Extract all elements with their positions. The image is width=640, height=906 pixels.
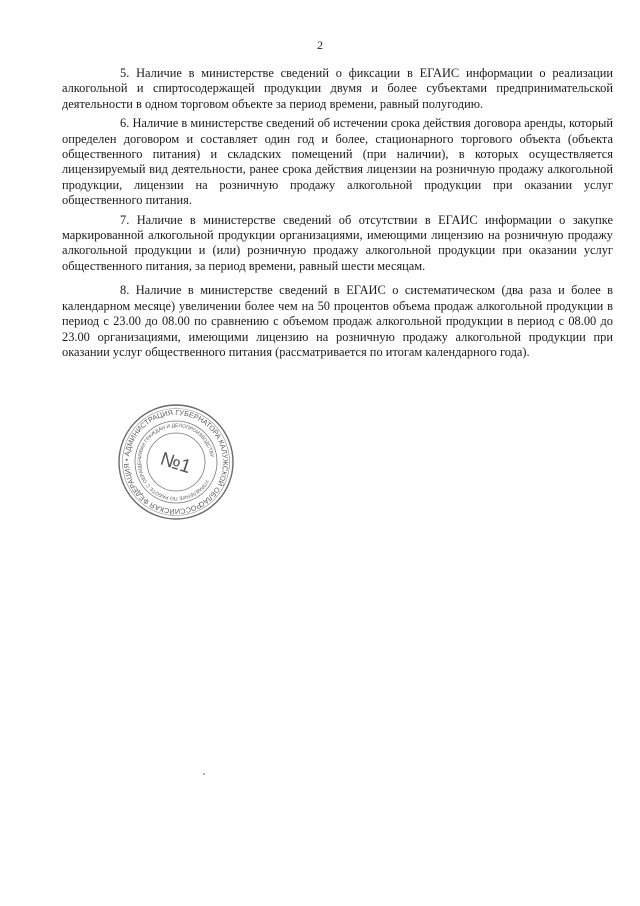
paragraph-item-6: 6. Наличие в министерстве сведений об истечении срока действия договора аренды, который определен договором и составляет один год и более, стационарного торгового объекта (объекта общественного питания) и складских помещений (при наличии), в которых осуществляется лицензируемый вид деятельности, ранее срока действия лицензии на розничную продажу алкогольной продукции, лицензии на розничную продажу алкогольной продукции при оказании услуг общественного питания. [62, 116, 613, 208]
seal-graphic [116, 402, 236, 522]
paragraph-item-8: 8. Наличие в министерстве сведений в ЕГАИС о систематическом (два раза и более в календарном месяце) увеличении более чем на 50 процентов объема продаж алкогольной продукции в период с 23.00 до 08.00 по сравнению с объемом продаж алкогольной продукции в период с 08.00 до 23.00 организациями, имеющими лицензию на розничную продажу алкогольной продукции при оказании услуг общественного питания (рассматривается по итогам календарного года). [62, 283, 613, 359]
seal-center-number: №1 [157, 448, 194, 479]
paragraph-item-7: 7. Наличие в министерстве сведений об отсутствии в ЕГАИС информации о закупке маркированной алкогольной продукции организациями, имеющими лицензию на розничную продажу алкогольной продукции и (или) розничную продажу алкогольной продукции при оказании услуг общественного питания, за период времени, равный шести месяцам. [62, 212, 613, 273]
paragraph-item-5: 5. Наличие в министерстве сведений о фиксации в ЕГАИС информации о реализации алкогольной и спиртосодержащей продукции двумя и более субъектами предпринимательской деятельности в одном торговом объекте за период времени, равный полугодию. [62, 66, 613, 111]
scan-speck [203, 773, 205, 775]
page-number: 2 [317, 38, 323, 52]
seal-outer-text: РОССИЙСКАЯ ФЕДЕРАЦИЯ • АДМИНИСТРАЦИЯ ГУБЕРНАТОРА КАЛУЖСКОЙ ОБЛАСТИ [121, 407, 231, 517]
document-body [62, 66, 613, 360]
official-seal-stamp [116, 402, 236, 522]
seal-inner-text: УПРАВЛЕНИЕ ПО РАБОТЕ С ОБРАЩЕНИЯМИ ГРАЖДАН И ДЕЛОПРОИЗВОДСТВУ [136, 422, 215, 502]
